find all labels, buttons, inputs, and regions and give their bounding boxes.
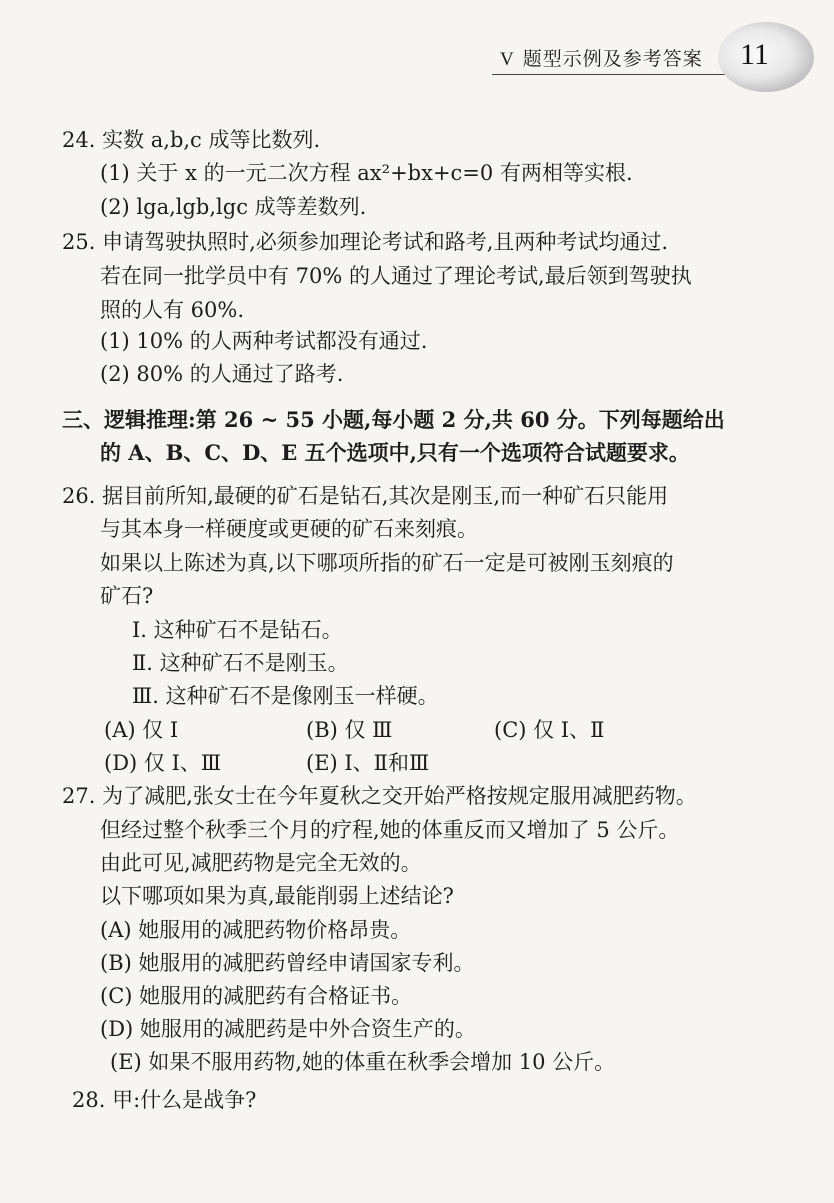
question-26-statement-ii: Ⅱ. 这种矿石不是刚玉。 — [132, 651, 349, 675]
question-25-condition-1: (1) 10% 的人两种考试都没有通过. — [100, 329, 428, 353]
question-24-condition-1: (1) 关于 x 的一元二次方程 ax²+bx+c=0 有两相等实根. — [100, 161, 633, 185]
header-rule — [492, 74, 728, 75]
question-26-statement-i: Ⅰ. 这种矿石不是钻石。 — [132, 618, 343, 642]
question-24-stem: 24. 实数 a,b,c 成等比数列. — [62, 128, 321, 152]
question-27-option-c: (C) 她服用的减肥药有合格证书。 — [100, 984, 413, 1008]
question-27-option-d: (D) 她服用的减肥药是中外合资生产的。 — [100, 1017, 476, 1041]
question-25-condition-2: (2) 80% 的人通过了路考. — [100, 362, 344, 386]
question-27-option-e: (E) 如果不服用药物,她的体重在秋季会增加 10 公斤。 — [110, 1050, 616, 1074]
question-25-stem-line-1: 25. 申请驾驶执照时,必须参加理论考试和路考,且两种考试均通过. — [62, 230, 669, 254]
question-27-stem-line-1: 27. 为了减肥,张女士在今年夏秋之交开始严格按规定服用减肥药物。 — [62, 784, 697, 808]
page-header — [0, 0, 834, 110]
question-26-option-e: (E) Ⅰ、Ⅱ和Ⅲ — [306, 751, 430, 775]
question-26-statement-iii: Ⅲ. 这种矿石不是像刚玉一样硬。 — [132, 684, 439, 708]
question-25-stem-line-3: 照的人有 60%. — [100, 298, 245, 322]
section-3-heading-line-2: 的 A、B、C、D、E 五个选项中,只有一个选项符合试题要求。 — [100, 440, 690, 465]
question-26-stem-line-2: 与其本身一样硬度或更硬的矿石来刻痕。 — [100, 517, 478, 541]
section-roman-numeral: V — [500, 49, 515, 70]
question-27-option-b: (B) 她服用的减肥药曾经申请国家专利。 — [100, 951, 475, 975]
question-27-stem-line-4: 以下哪项如果为真,最能削弱上述结论? — [100, 884, 454, 908]
question-25-stem-line-2: 若在同一批学员中有 70% 的人通过了理论考试,最后领到驾驶执 — [100, 264, 692, 288]
running-header — [500, 44, 703, 71]
question-27-stem-line-3: 由此可见,减肥药物是完全无效的。 — [100, 851, 422, 875]
section-3-heading-line-1: 三、逻辑推理:第 26 ~ 55 小题,每小题 2 分,共 60 分。下列每题给出 — [62, 407, 725, 432]
question-27-option-a: (A) 她服用的减肥药物价格昂贵。 — [100, 918, 412, 942]
question-26-option-b: (B) 仅 Ⅲ — [306, 718, 393, 742]
question-26-stem-line-3: 如果以上陈述为真,以下哪项所指的矿石一定是可被刚玉刻痕的 — [100, 551, 674, 575]
question-26-option-c: (C) 仅 Ⅰ、Ⅱ — [494, 718, 605, 742]
page-number: 11 — [740, 38, 769, 71]
question-26-stem-line-1: 26. 据目前所知,最硬的矿石是钻石,其次是刚玉,而一种矿石只能用 — [62, 484, 669, 508]
question-26-stem-line-4: 矿石? — [100, 584, 154, 608]
question-26-option-d: (D) 仅 Ⅰ、Ⅲ — [104, 751, 222, 775]
question-28-stem: 28. 甲:什么是战争? — [72, 1088, 257, 1112]
question-27-stem-line-2: 但经过整个秋季三个月的疗程,她的体重反而又增加了 5 公斤。 — [100, 818, 680, 842]
question-26-option-a: (A) 仅 Ⅰ — [104, 718, 179, 742]
section-title: 题型示例及参考答案 — [522, 48, 703, 70]
question-24-condition-2: (2) lga,lgb,lgc 成等差数列. — [100, 195, 367, 219]
